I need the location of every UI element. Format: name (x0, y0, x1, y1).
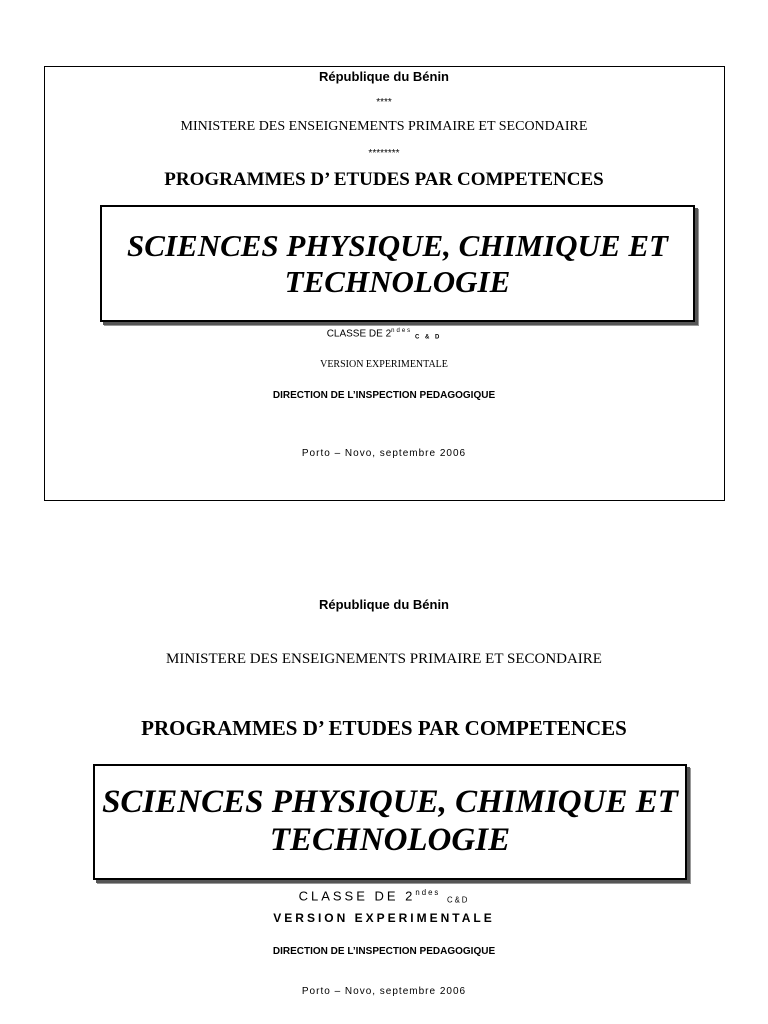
title-line: SCIENCES PHYSIQUE, CHIMIQUE ET (127, 227, 668, 263)
version-label: VERSION EXPERIMENTALE (273, 911, 495, 925)
separator-stars: **** (376, 97, 392, 108)
title-line: TECHNOLOGIE (284, 263, 511, 299)
class-series: C&D (446, 895, 470, 905)
class-superscript: ndes (391, 328, 413, 334)
programme-heading: PROGRAMMES D’ ETUDES PAR COMPETENCES (164, 169, 604, 190)
title-line: TECHNOLOGIE (269, 822, 511, 858)
separator-stars: ******** (368, 148, 400, 159)
republic-heading: République du Bénin (319, 69, 449, 84)
class-label (0, 328, 768, 340)
class-series: C & D (414, 334, 442, 341)
title-box (93, 764, 687, 880)
direction-label: DIRECTION DE L’INSPECTION PEDAGOGIQUE (272, 390, 496, 401)
place-date: Porto – Novo, septembre 2006 (301, 448, 467, 459)
version-label: VERSION EXPERIMENTALE (320, 359, 448, 370)
document-title (127, 228, 668, 299)
class-prefix: CLASSE DE 2 (326, 328, 392, 340)
class-prefix: CLASSE DE 2 (298, 888, 416, 904)
class-label (0, 888, 768, 904)
republic-heading: République du Bénin (319, 597, 449, 612)
direction-label: DIRECTION DE L’INSPECTION PEDAGOGIQUE (272, 946, 496, 957)
title-box (100, 205, 695, 322)
document-title (102, 784, 678, 860)
programme-heading: PROGRAMMES D’ ETUDES PAR COMPETENCES (141, 716, 627, 740)
ministry-heading: MINISTERE DES ENSEIGNEMENTS PRIMAIRE ET SECONDAIRE (180, 119, 588, 134)
class-superscript: ndes (415, 888, 441, 897)
ministry-heading: MINISTERE DES ENSEIGNEMENTS PRIMAIRE ET SECONDAIRE (166, 651, 602, 667)
place-date: Porto – Novo, septembre 2006 (301, 986, 467, 997)
title-line: SCIENCES PHYSIQUE, CHIMIQUE ET (102, 784, 678, 821)
